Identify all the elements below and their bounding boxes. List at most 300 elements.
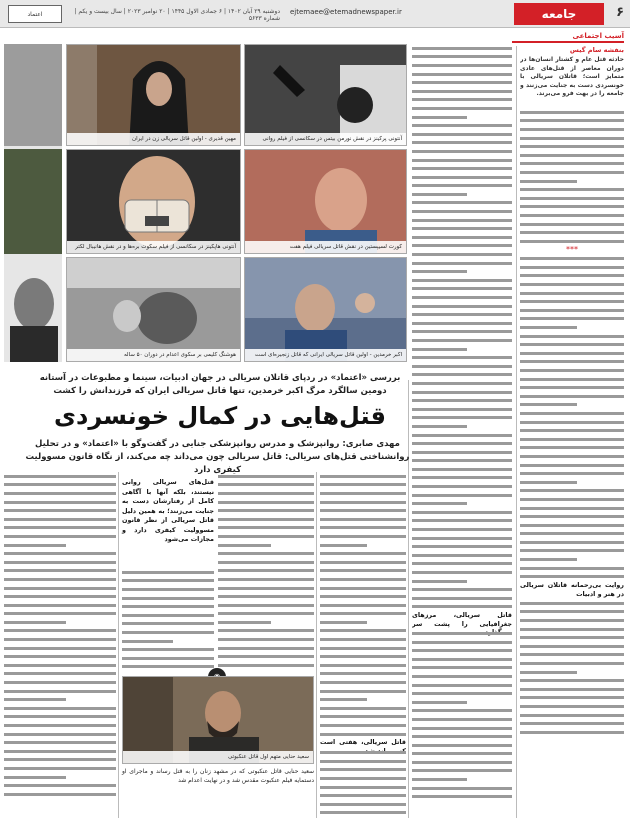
body-text-line (4, 489, 116, 498)
body-text-line (520, 151, 624, 160)
body-text-line (320, 695, 406, 704)
body-text-line (218, 592, 314, 601)
body-text-line (320, 783, 406, 792)
body-text-line (320, 532, 406, 541)
body-text-line (412, 405, 512, 414)
body-text-line (320, 592, 406, 601)
body-text-line (520, 142, 624, 151)
body-text-line (122, 620, 214, 629)
body-text-line (412, 233, 512, 242)
body-text-line (4, 532, 116, 541)
body-text-line (412, 328, 512, 337)
body-text-line (4, 524, 116, 533)
body-text-line (412, 388, 512, 397)
body-text-line (412, 474, 512, 483)
body-text-line (520, 478, 624, 487)
body-text-line (412, 156, 512, 165)
body-text-line (4, 575, 116, 584)
body-text-line (412, 741, 512, 750)
body-text-line (4, 756, 116, 765)
body-text-line (520, 220, 624, 229)
body-text-line (412, 207, 512, 216)
body-text-line (520, 323, 624, 332)
category-tag: آسیب اجتماعی (512, 32, 624, 43)
body-text-line (320, 766, 406, 775)
body-text-line (412, 199, 512, 208)
body-text-line (520, 651, 624, 660)
body-text-line (520, 349, 624, 358)
body-text-line (412, 681, 512, 690)
body-text-line (218, 635, 314, 644)
box-subhead-right: قاتل سریالی، مرزهای جغرافیایی را پشت سر (412, 611, 512, 628)
body-text-line (412, 259, 512, 268)
body-text-line (412, 276, 512, 285)
body-text-line (412, 78, 512, 87)
body-text-line (520, 659, 624, 668)
body-text-line (520, 572, 624, 581)
body-text-line (520, 272, 624, 281)
body-text-line (4, 610, 116, 619)
body-text-line (122, 637, 214, 646)
body-text-line (122, 602, 214, 611)
body-text-line (520, 134, 624, 143)
body-text-line (520, 418, 624, 427)
body-text-line (412, 698, 512, 707)
body-text-line (4, 738, 116, 747)
body-text-line (320, 774, 406, 783)
body-text-line (320, 506, 406, 515)
body-text-line (412, 551, 512, 560)
body-text-line (4, 627, 116, 636)
body-text-line (122, 577, 214, 586)
body-text-line (412, 371, 512, 380)
lead-paragraph: حادثه قتل عام و کشتار انسان‌ها در دوران معاصر از قتل‌های عادی متمایز است؛ قاتلان سریالی با خونسردی دست به جنایت می‌زنند و جامعه را در بهت فرو می‌برند. (520, 56, 624, 98)
body-text-line (520, 194, 624, 203)
body-text-line (4, 506, 116, 515)
body-text-line (320, 730, 406, 739)
body-text-line (412, 525, 512, 534)
dateline: دوشنبه ۲۹ آبان ۱۴۰۲ | ۶ جمادی الاول ۱۴۴۵ | ۲۰ نوامبر ۲۰۲۳ | سال بیست و یکم | شماره ۵۶۳۳ (74, 8, 280, 22)
body-text-line (520, 633, 624, 642)
body-text-line (122, 585, 214, 594)
body-text-line (412, 758, 512, 767)
portrait-man-icon (245, 150, 407, 254)
body-text-line (520, 487, 624, 496)
photo-se7en-scene (244, 149, 407, 254)
body-text-line (520, 392, 624, 401)
column-subhead: روایت بی‌رحمانه قاتلان سریالی در هنر و ادبیات (520, 581, 624, 598)
body-text-line (520, 711, 624, 720)
article-kicker: بررسی «اعتماد» در ردپای قاتلان سریالی در جهان ادبیات، سینما و مطبوعات در آستانه دومین سالگرد مرگ اکبر خرمدین، تنها قاتل سریالی ایران که فرزندانش را کشت (39, 373, 401, 396)
body-text-line (412, 439, 512, 448)
body-text-line (218, 489, 314, 498)
body-text-line (520, 435, 624, 444)
body-text-line (218, 652, 314, 661)
body-text-line (520, 228, 624, 237)
body-text-line (412, 353, 512, 362)
body-text-line (218, 567, 314, 576)
body-text-line (520, 340, 624, 349)
body-text-line (412, 336, 512, 345)
body-text-line (320, 618, 406, 627)
body-text-line (4, 515, 116, 524)
body-text-line (218, 549, 314, 558)
body-text-line (4, 713, 116, 722)
body-text-line (412, 448, 512, 457)
body-text-line (412, 414, 512, 423)
body-text-line (412, 104, 512, 113)
body-text-line (412, 457, 512, 466)
body-text-line (4, 721, 116, 730)
body-text-line (520, 255, 624, 264)
body-text-line (320, 652, 406, 661)
body-text-line (520, 461, 624, 470)
body-text-line (412, 638, 512, 647)
portrait-woman-icon (67, 45, 241, 146)
body-text-line (412, 542, 512, 551)
body-text-line (320, 661, 406, 670)
byline: بنفشه سام گیس (569, 46, 624, 54)
body-text-line (520, 375, 624, 384)
body-text-line (412, 53, 512, 62)
page-number: ۶ (616, 5, 624, 20)
body-text-line (412, 96, 512, 105)
archive-photo-icon (67, 258, 241, 362)
body-text-line (412, 715, 512, 724)
body-text-line (218, 498, 314, 507)
body-text-line (412, 130, 512, 139)
body-text-line (218, 618, 314, 627)
body-text-line (412, 585, 512, 594)
body-text-line (520, 599, 624, 608)
body-text-line (412, 242, 512, 251)
portrait-strip-icon (4, 44, 62, 362)
body-text-line (4, 601, 116, 610)
body-text-line (520, 642, 624, 651)
body-text-line (4, 764, 116, 773)
photo-execution-scene (66, 257, 241, 362)
portrait-old-man-icon (245, 258, 407, 362)
separator-stars: *** (566, 244, 578, 254)
body-text-line (520, 521, 624, 530)
body-text-line (320, 601, 406, 610)
body-text-line (520, 538, 624, 547)
body-text-line (320, 481, 406, 490)
body-text-line (4, 670, 116, 679)
body-text-line (320, 678, 406, 687)
box-subhead-left: قاتل سریالی، هفتی است (320, 738, 406, 747)
body-text-line (520, 625, 624, 634)
body-text-line (412, 603, 512, 612)
body-text-line (520, 702, 624, 711)
body-text-line (412, 139, 512, 148)
body-text-line (4, 592, 116, 601)
body-text-line (122, 663, 214, 672)
body-text-line (520, 668, 624, 677)
body-text-line (520, 263, 624, 272)
body-text-line (412, 182, 512, 191)
body-text-line (218, 601, 314, 610)
body-text-line (320, 489, 406, 498)
body-text-line (520, 280, 624, 289)
body-text-line (412, 707, 512, 716)
body-text-line (412, 750, 512, 759)
body-text-line (520, 504, 624, 513)
body-text-line (520, 469, 624, 478)
body-text-line (412, 646, 512, 655)
text-column-5 (122, 568, 214, 672)
body-text-line (218, 644, 314, 653)
body-text-line (320, 515, 406, 524)
body-text-line (520, 332, 624, 341)
body-text-line (412, 655, 512, 664)
photo-saeed-hanaei (122, 676, 314, 764)
body-text-line (4, 472, 116, 481)
body-text-line (412, 508, 512, 517)
body-text-line (4, 730, 116, 739)
body-text-line (520, 530, 624, 539)
body-text-line (412, 319, 512, 328)
body-text-line (520, 108, 624, 117)
body-text-line (122, 568, 214, 577)
masked-face-icon (67, 150, 241, 254)
body-text-line (412, 44, 512, 53)
body-text-line (520, 117, 624, 126)
body-text-line (320, 498, 406, 507)
body-text-line (218, 524, 314, 533)
body-text-line (218, 532, 314, 541)
masthead-bar (0, 0, 630, 28)
body-text-line (4, 747, 116, 756)
body-text-line (320, 644, 406, 653)
body-text-line (218, 584, 314, 593)
body-text-line (412, 689, 512, 698)
body-text-line (122, 611, 214, 620)
body-text-line (218, 627, 314, 636)
body-text-line (520, 676, 624, 685)
body-text-line (320, 575, 406, 584)
body-text-line (520, 383, 624, 392)
body-text-line (320, 800, 406, 809)
body-text-line (412, 664, 512, 673)
body-text-line (520, 315, 624, 324)
text-column-2 (412, 44, 512, 816)
body-text-line (412, 190, 512, 199)
body-text-line (320, 721, 406, 730)
body-text-line (122, 645, 214, 654)
body-text-line (412, 465, 512, 474)
body-text-line (520, 168, 624, 177)
body-text-line (320, 541, 406, 550)
body-text-line (520, 211, 624, 220)
body-text-line (412, 594, 512, 603)
body-text-line (520, 409, 624, 418)
body-text-line (412, 302, 512, 311)
body-text-line (412, 732, 512, 741)
photo-caption: مهین قدیری - اولین قاتل سریالی زن در ایران (67, 133, 240, 145)
photo-caption: اکبر خرمدین - اولین قاتل سریالی ایرانی که قاتل زنجیره‌ای است (245, 349, 406, 361)
body-text-line (218, 481, 314, 490)
body-text-line (412, 61, 512, 70)
body-text-line (412, 345, 512, 354)
body-text-line (412, 87, 512, 96)
body-text-line (4, 644, 116, 653)
body-text-line (412, 499, 512, 508)
body-text-line (320, 558, 406, 567)
body-text-line (218, 610, 314, 619)
body-text-line (4, 773, 116, 782)
body-text-line (520, 728, 624, 737)
body-text-line (412, 396, 512, 405)
body-text-line (4, 781, 116, 790)
body-text-line (520, 564, 624, 573)
article-headline: قتل‌هایی در کمال خونسردی (54, 402, 386, 430)
body-text-line (520, 555, 624, 564)
body-text-line (412, 767, 512, 776)
body-text-line (412, 164, 512, 173)
knife-silhouette-icon (245, 45, 407, 146)
photo-mahin-ghadiri (66, 44, 241, 146)
body-text-line (218, 506, 314, 515)
body-text-line (320, 791, 406, 800)
body-text-line (520, 203, 624, 212)
body-text-line (4, 584, 116, 593)
photo-caption: هوشنگ کلیمی بر سکوی اعدام در دوران ۵۰ ساله (67, 349, 240, 361)
body-text-line (412, 792, 512, 801)
body-text-line (520, 547, 624, 556)
body-text-line (412, 422, 512, 431)
body-text-line (4, 618, 116, 627)
body-text-line (520, 185, 624, 194)
body-text-line (320, 809, 406, 818)
body-text-line (4, 549, 116, 558)
body-text-line (122, 654, 214, 663)
body-text-line (218, 472, 314, 481)
body-text-line (520, 608, 624, 617)
body-text-line (412, 784, 512, 793)
left-photo-column (4, 44, 62, 362)
pull-quote: قتل‌های سریالی روانی نیستند، بلکه آنها با آگاهی کامل از رفتارشان دست به جنایت می‌زنند؛ به همین دلیل قاتل سریالی از نظر قانون مسوولیت کیفری دارد و مجازات می‌شود (122, 478, 214, 543)
body-text-line (412, 568, 512, 577)
body-text-line (320, 635, 406, 644)
body-text-line (412, 491, 512, 500)
body-text-line (412, 224, 512, 233)
body-text-line (412, 285, 512, 294)
body-text-line (320, 687, 406, 696)
body-text-line (412, 379, 512, 388)
logo-text: اعتماد (27, 10, 43, 18)
body-text-line (320, 524, 406, 533)
body-text-line (412, 517, 512, 526)
body-text-line (218, 575, 314, 584)
body-text-line (520, 366, 624, 375)
body-text-line (412, 310, 512, 319)
photo-caption: آنتونی هاپکینز در سکانسی از فیلم سکوت بره‌ها و در نقش هانیبال لکتر (67, 241, 240, 253)
body-text-line (4, 567, 116, 576)
body-text-line (4, 498, 116, 507)
body-text-line (122, 628, 214, 637)
body-text-line (218, 661, 314, 670)
body-text-line (412, 482, 512, 491)
body-text-line (218, 541, 314, 550)
body-text-line (218, 558, 314, 567)
body-text-line (4, 695, 116, 704)
body-text-line (520, 401, 624, 410)
body-text-line (520, 297, 624, 306)
body-text-line (320, 567, 406, 576)
article-deck: مهدی صابری: روانپزشک و مدرس روانپزشکی جنایی در گفت‌وگو با «اعتماد» و در تحلیل روانشناختی قتل‌های سریالی: قاتل سریالی چون می‌داند چه می‌کند، از نگاه قانون مسوولیت کیفری دارد (25, 439, 410, 475)
body-text-line (412, 267, 512, 276)
photo-akbar-khorramdin (244, 257, 407, 362)
bottom-photo-description: سعید حنایی قاتل عنکبوتی که در مشهد زنان را به قتل رساند و ماجرای او دستمایه فیلم عنکبوت مقدس شد و در نهایت اعدام شد (122, 768, 314, 784)
body-text-line (412, 250, 512, 259)
body-text-line (4, 541, 116, 550)
body-text-line (412, 113, 512, 122)
body-text-line (520, 616, 624, 625)
body-text-line (4, 635, 116, 644)
body-text-line (520, 444, 624, 453)
body-text-line (4, 652, 116, 661)
body-text-line (412, 431, 512, 440)
body-text-line (520, 426, 624, 435)
body-text-line (320, 584, 406, 593)
body-text-line (218, 515, 314, 524)
body-text-line (4, 687, 116, 696)
body-text-line (320, 713, 406, 722)
body-text-line (520, 289, 624, 298)
body-text-line (520, 685, 624, 694)
body-text-line (520, 452, 624, 461)
photo-hannibal-lecter (66, 149, 241, 254)
body-text-line (520, 177, 624, 186)
body-text-line (320, 610, 406, 619)
newspaper-logo (8, 5, 62, 23)
body-text-line (520, 125, 624, 134)
body-text-line (320, 757, 406, 766)
text-column-4 (218, 472, 314, 672)
body-text-line (520, 495, 624, 504)
body-text-line (4, 790, 116, 799)
body-text-line (412, 577, 512, 586)
body-text-line (320, 549, 406, 558)
body-text-line (320, 472, 406, 481)
body-text-line (520, 719, 624, 728)
body-text-line (412, 362, 512, 371)
section-email: ejtemaee@etemadnewspaper.ir (290, 8, 402, 16)
body-text-line (520, 358, 624, 367)
body-text-line (122, 594, 214, 603)
body-text-line (320, 627, 406, 636)
body-text-line (4, 481, 116, 490)
body-text-line (412, 775, 512, 784)
right-text-column (520, 46, 624, 816)
photo-caption: آنتونی پرکینز در نقش نورمن بیتس در سکانسی از فیلم روانی (245, 133, 406, 145)
body-text-line (320, 704, 406, 713)
photo-psycho-scene (244, 44, 407, 146)
body-text-line (412, 672, 512, 681)
body-text-line (412, 121, 512, 130)
body-text-line (4, 704, 116, 713)
photo-caption: سعید حنایی متهم اول قاتل عنکبوتی (123, 751, 313, 763)
text-column-3 (320, 472, 406, 818)
body-text-line (412, 216, 512, 225)
section-label: جامعه (514, 3, 604, 25)
body-text-line (520, 512, 624, 521)
body-text-line (520, 306, 624, 315)
body-text-line (412, 560, 512, 569)
body-text-line (4, 678, 116, 687)
body-text-line (412, 724, 512, 733)
